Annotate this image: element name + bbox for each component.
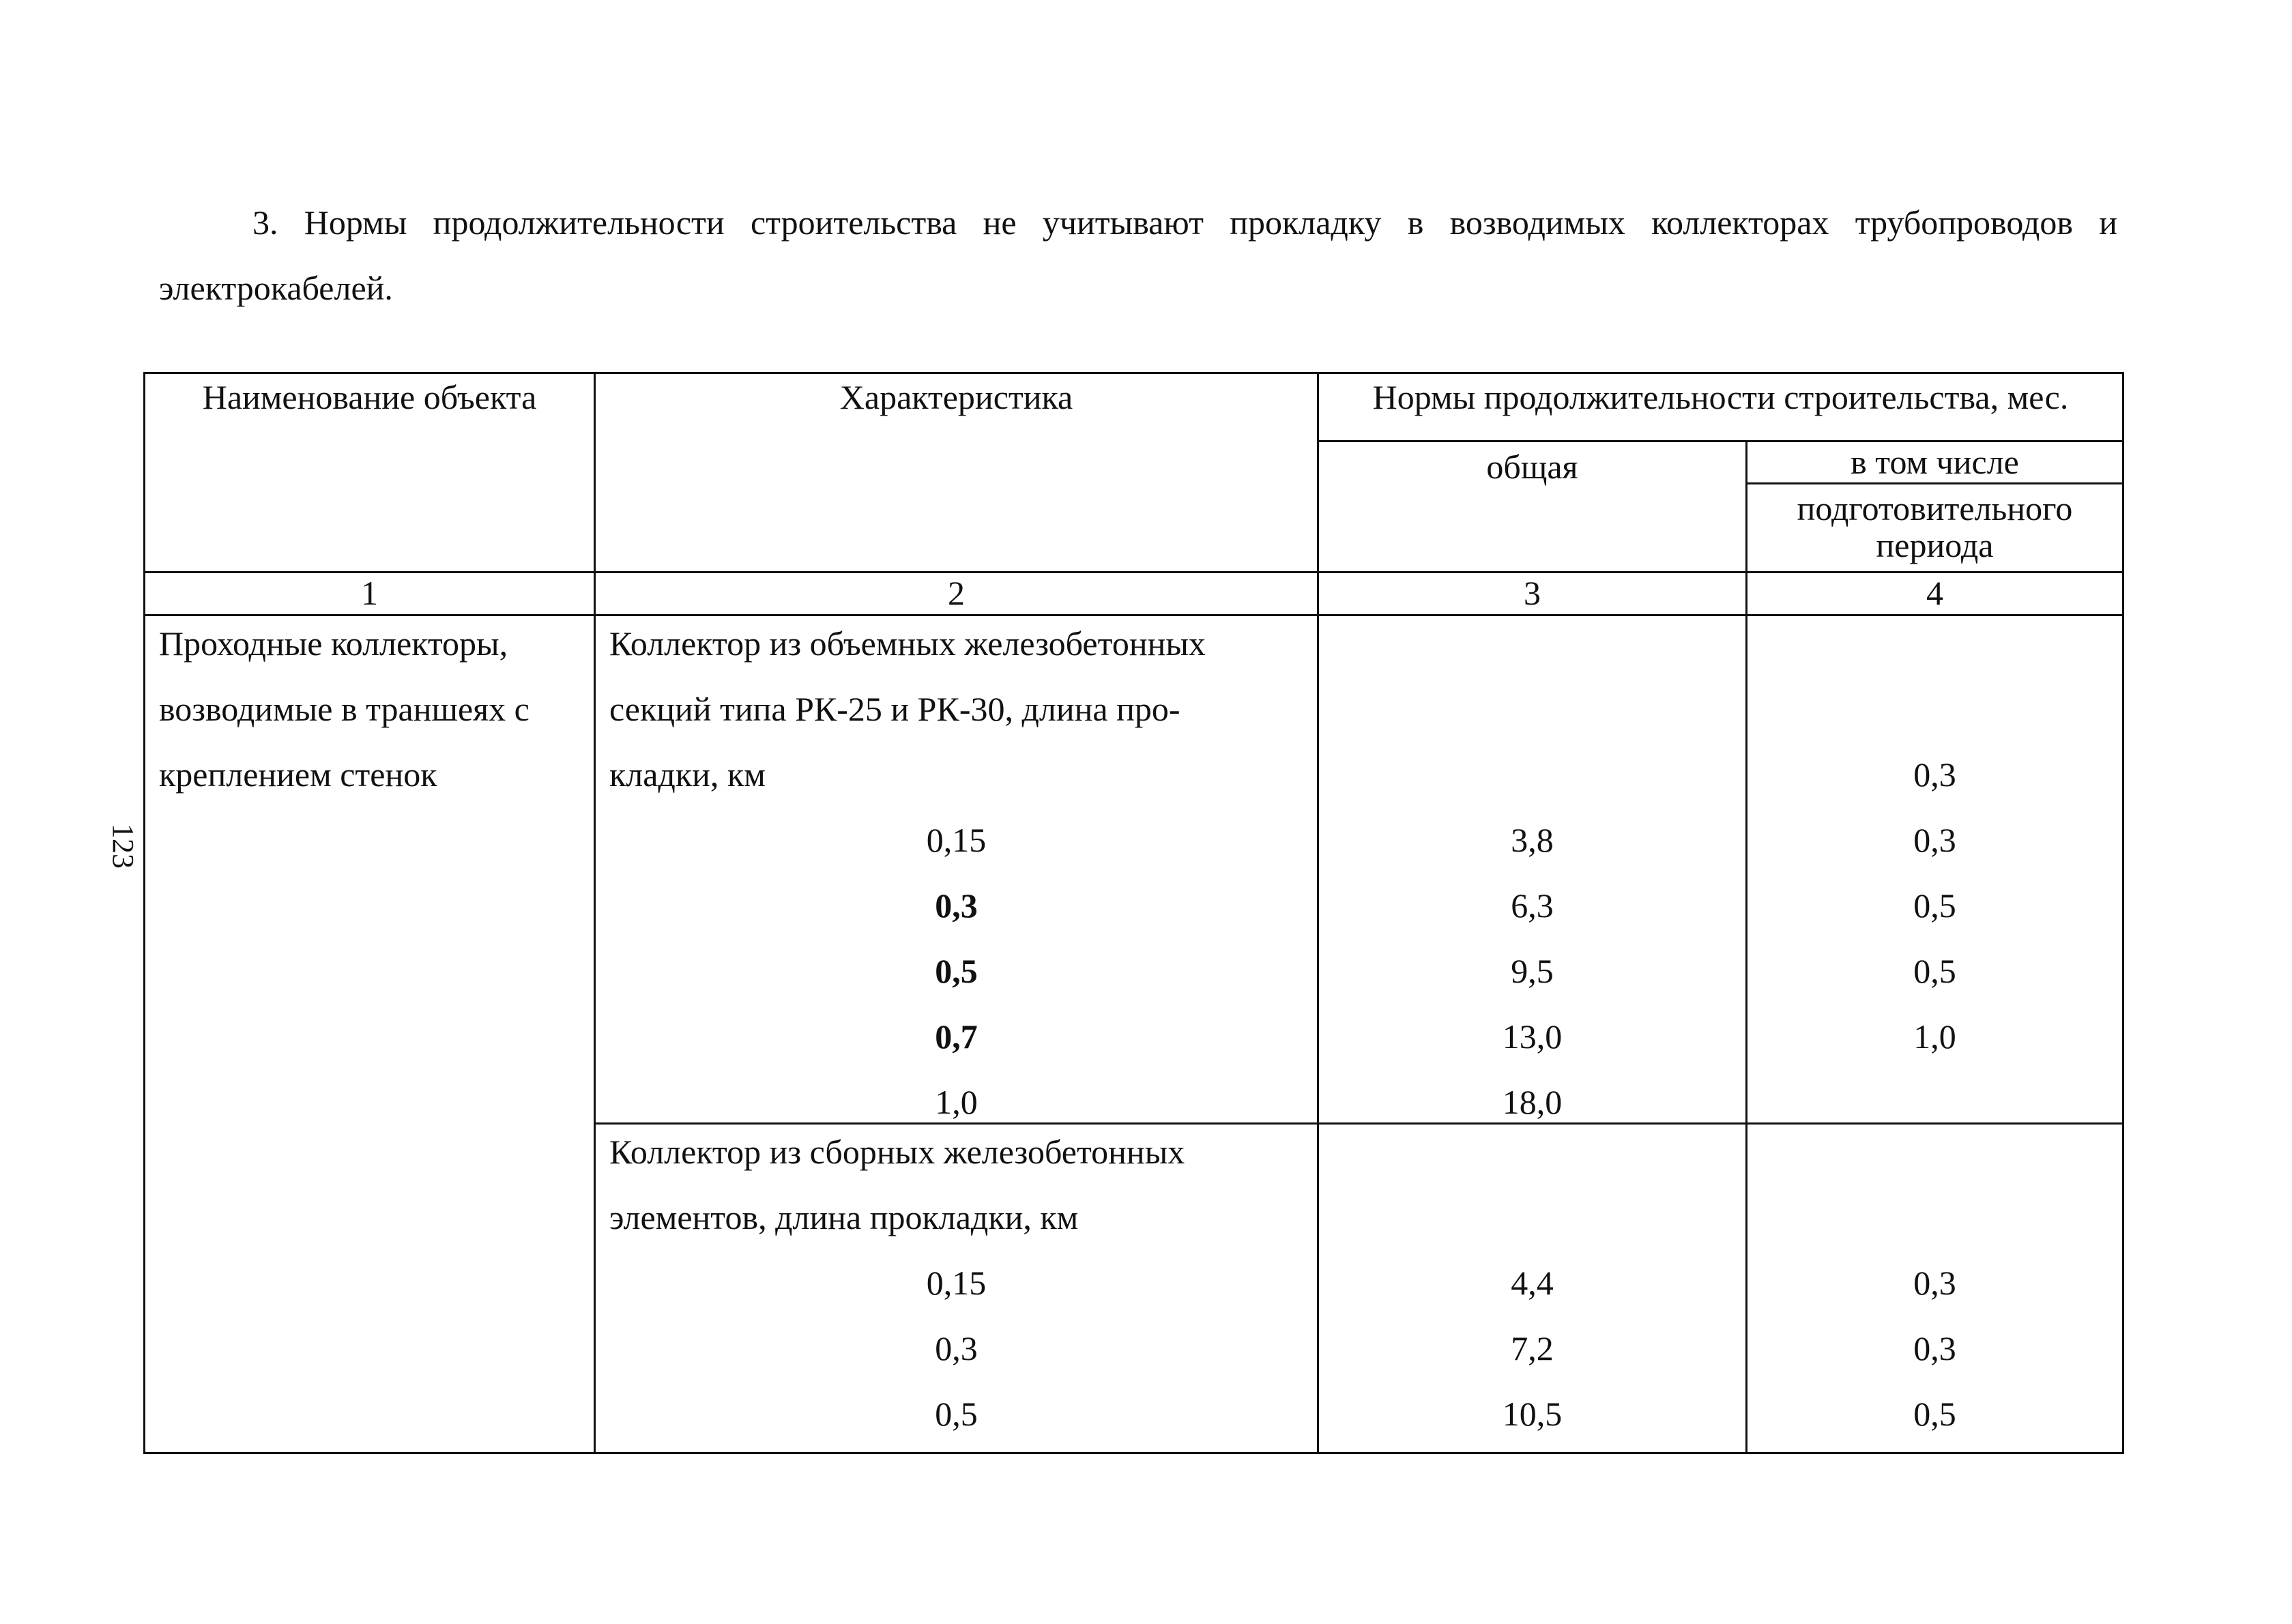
header-object-name: Наименование объекта <box>145 373 595 572</box>
section-description-cell <box>595 1124 1318 1453</box>
section-description-line: Коллектор из сборных железобетонных <box>609 1133 1185 1171</box>
length-value: 0,5 <box>935 1395 978 1433</box>
norms-table <box>143 372 2124 1454</box>
header-total: общая <box>1318 441 1747 572</box>
column-number-row <box>145 572 2123 615</box>
length-value: 0,5 <box>935 952 978 990</box>
total-duration-value: 13,0 <box>1502 1017 1563 1056</box>
object-name-cell <box>145 615 595 1453</box>
total-duration-value: 10,5 <box>1502 1395 1563 1433</box>
total-duration-value: 18,0 <box>1502 1083 1563 1121</box>
header-characteristic: Характеристика <box>595 373 1318 572</box>
length-value: 0,15 <box>926 821 987 859</box>
header-preparatory: подготовительного периода <box>1747 484 2123 572</box>
preparatory-value: 0,5 <box>1913 886 1956 925</box>
section-description-line: секций типа РК-25 и РК-30, длина про- <box>609 690 1180 728</box>
page-number: 123 <box>106 824 140 869</box>
preparatory-period-cell <box>1747 615 2123 1124</box>
intro-paragraph: 3. Нормы продолжительности строительства не учитывают прокладку в возводимых коллекторах трубопроводов и электрокабелей. <box>159 203 2117 307</box>
preparatory-period-cell <box>1747 1124 2123 1453</box>
column-number: 2 <box>595 572 1318 615</box>
total-duration-value: 9,5 <box>1511 952 1554 990</box>
column-number: 3 <box>1318 572 1747 615</box>
length-value: 0,15 <box>926 1264 987 1302</box>
length-value: 0,7 <box>935 1017 978 1056</box>
length-value: 1,0 <box>935 1083 978 1121</box>
section-description-line: кладки, км <box>609 755 766 794</box>
object-name-line: возводимые в траншеях с <box>159 690 530 728</box>
total-duration-value: 7,2 <box>1511 1329 1554 1367</box>
preparatory-value: 0,3 <box>1913 1329 1956 1367</box>
length-value: 0,3 <box>935 886 978 925</box>
total-duration-cell <box>1318 615 1747 1124</box>
object-name-line: Проходные коллекторы, <box>159 624 508 663</box>
preparatory-value: 0,5 <box>1913 952 1956 990</box>
section-description-cell <box>595 615 1318 1124</box>
column-number: 1 <box>145 572 595 615</box>
section-description-line: элементов, длина прокладки, км <box>609 1198 1079 1236</box>
section-row <box>145 615 2123 1124</box>
header-row-1 <box>145 373 2123 441</box>
length-value: 0,3 <box>935 1329 978 1367</box>
total-duration-cell <box>1318 1124 1747 1453</box>
preparatory-value: 0,3 <box>1913 821 1956 859</box>
preparatory-value <box>1747 1075 2122 1122</box>
preparatory-value: 0,3 <box>1913 755 1956 794</box>
column-number: 4 <box>1747 572 2123 615</box>
total-duration-value: 4,4 <box>1511 1264 1554 1302</box>
preparatory-value: 0,5 <box>1913 1395 1956 1433</box>
preparatory-value: 1,0 <box>1913 1017 1956 1056</box>
header-norms: Нормы продолжительности строительства, мес. <box>1318 373 2123 441</box>
total-duration-value: 3,8 <box>1511 821 1554 859</box>
preparatory-value: 0,3 <box>1913 1264 1956 1302</box>
total-duration-value: 6,3 <box>1511 886 1554 925</box>
section-description-line: Коллектор из объемных железобетонных <box>609 624 1206 663</box>
header-including: в том числе <box>1747 441 2123 484</box>
object-name-line: креплением стенок <box>159 755 437 794</box>
